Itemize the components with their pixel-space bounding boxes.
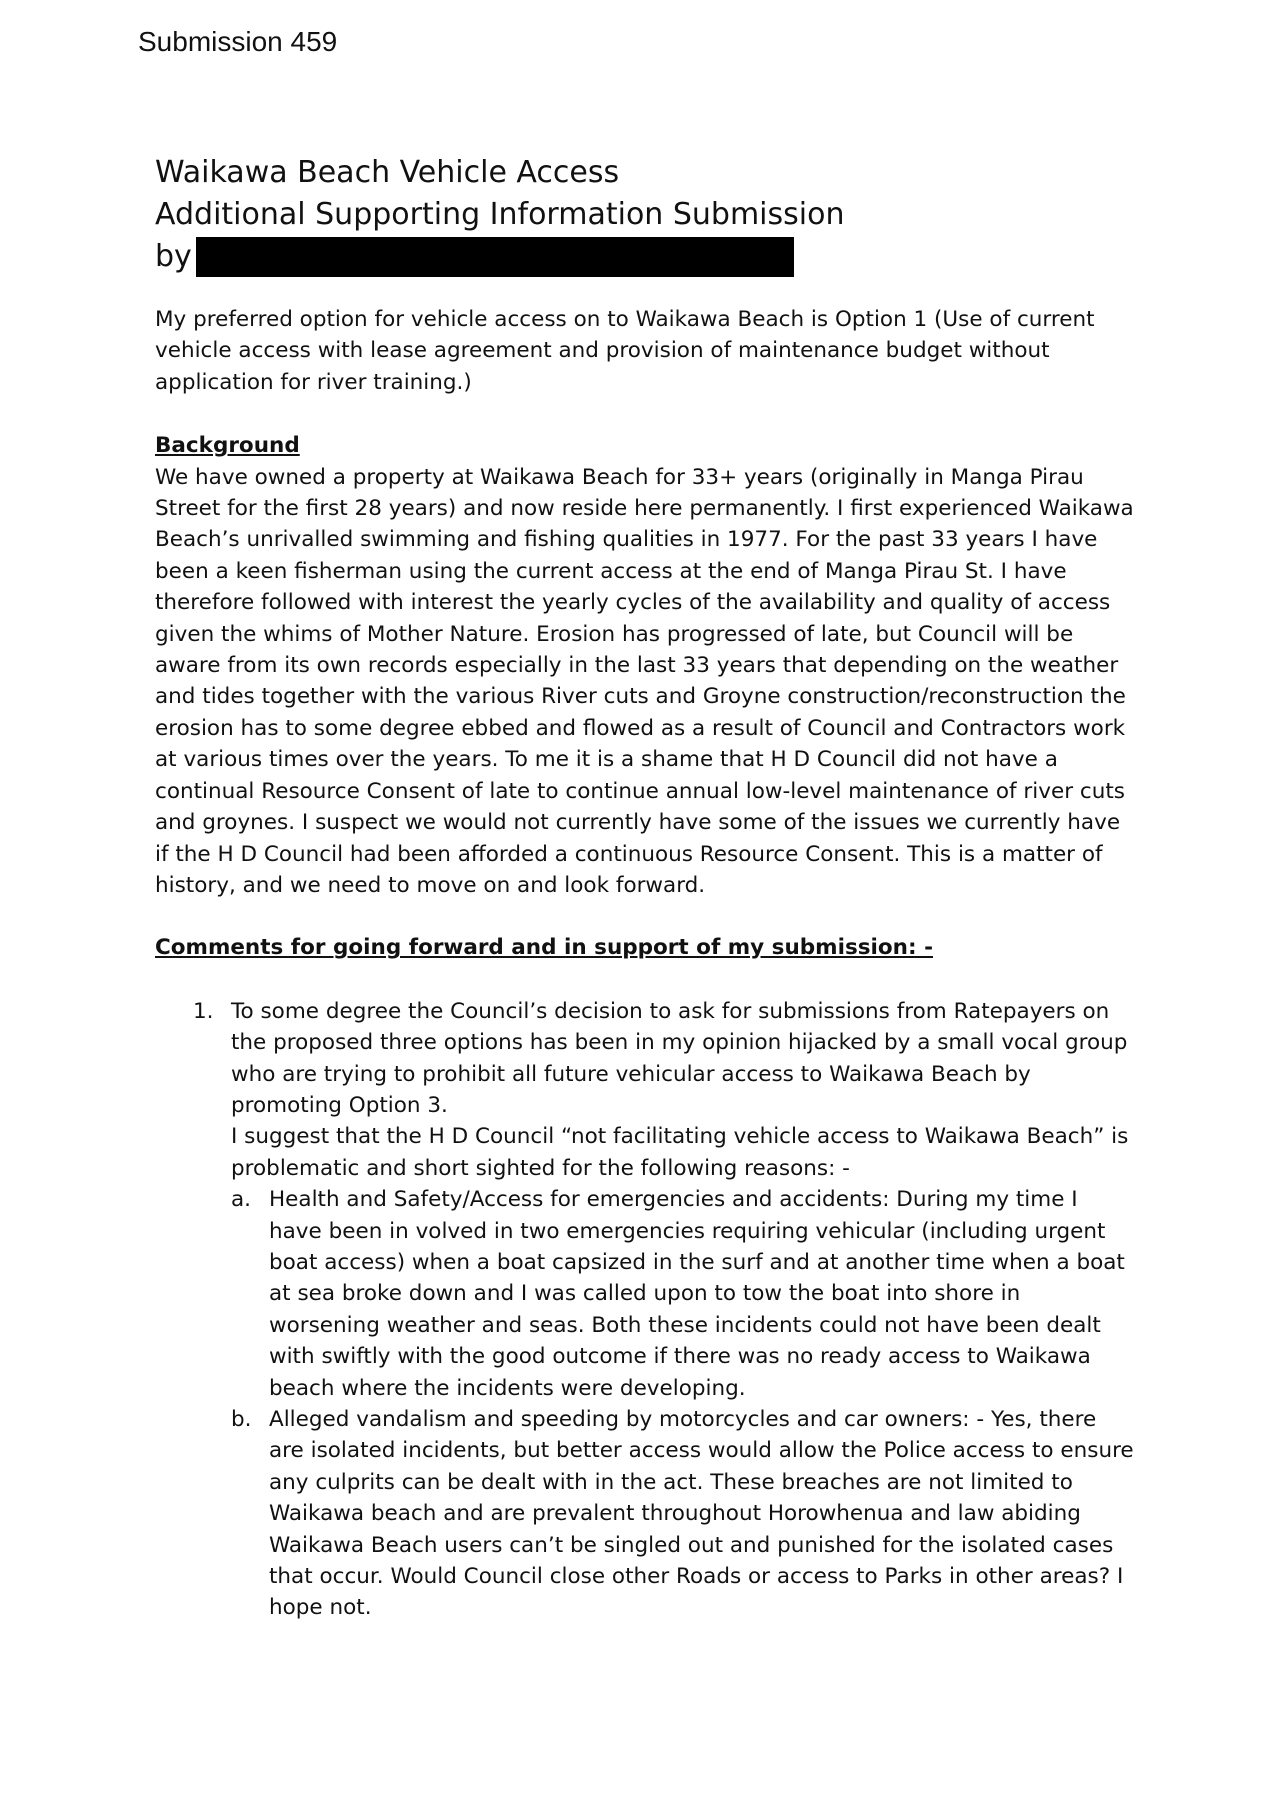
title-line-1: Waikawa Beach Vehicle Access bbox=[155, 155, 620, 190]
list-item-number: 1. bbox=[193, 998, 214, 1024]
preferred-option-paragraph: My preferred option for vehicle access on to Waikawa Beach is Option 1 (Use of current vehicle access with lease agreement and provision of maintenance budget without application for river training.) bbox=[155, 307, 1095, 395]
title-line-2: Additional Supporting Information Submission bbox=[155, 197, 845, 232]
sub-list-item bbox=[231, 1184, 1135, 1404]
document-title bbox=[155, 152, 1135, 278]
list-item-text-continued: I suggest that the H D Council “not facilitating vehicle access to Waikawa Beach” is problematic and short sighted for the following reasons: - bbox=[231, 1124, 1129, 1181]
sub-item-text: Alleged vandalism and speeding by motorcycles and car owners: - Yes, there are isolated incidents, but better access would allow the Police access to ensure any culprits can be dealt with in the act. These breaches are not limited to Waikawa beach and are prevalent throughout Horowhenua and law abiding Waikawa Beach users can’t be singled out and punished for the isolated cases that occur. Would Council close other Roads or access to Parks in other areas? I hope not. bbox=[269, 1407, 1134, 1621]
list-item-body bbox=[231, 996, 1135, 1184]
background-heading: Background bbox=[155, 433, 300, 459]
sub-list-item bbox=[231, 1404, 1135, 1624]
sub-item-text: Health and Safety/Access for emergencies and accidents: During my time I have been in volved in two emergencies requiring vehicular (including urgent boat access) when a boat capsized in the surf and at another time when a boat at sea broke down and I was called upon to tow the boat into shore in worsening weather and seas. Both these incidents could not have been dealt with swiftly with the good outcome if there was no ready access to Waikawa beach where the incidents were developing. bbox=[269, 1187, 1125, 1401]
redacted-author-block bbox=[196, 237, 794, 277]
sub-item-letter: a. bbox=[231, 1187, 252, 1213]
comments-heading: Comments for going forward and in support of my submission: - bbox=[155, 935, 933, 961]
list-item bbox=[193, 996, 1135, 1184]
background-paragraph: We have owned a property at Waikawa Beach for 33+ years (originally in Manga Pirau Street for the first 28 years) and now reside here permanently. I first experienced Waikawa Beach’s unrivalled swimming and fishing qualities in 1977. For the past 33 years I have been a keen fisherman using the current access at the end of Manga Pirau St. I have therefore followed with interest the yearly cycles of the availability and quality of access given the whims of Mother Nature. Erosion has progressed of late, but Council will be aware from its own records especially in the last 33 years that depending on the weather and tides together with the various River cuts and Groyne construction/reconstruction the erosion has to some degree ebbed and flowed as a result of Council and Contractors work at various times over the years. To me it is a shame that H D Council did not have a continual Resource Consent of late to continue annual low-level maintenance of river cuts and groynes. I suspect we would not currently have some of the issues we currently have if the H D Council had been afforded a continuous Resource Consent. This is a matter of history, and we need to move on and look forward. bbox=[155, 464, 1134, 898]
list-item-text: To some degree the Council’s decision to ask for submissions from Ratepayers on the proposed three options has been in my opinion hijacked by a small vocal group who are trying to prohibit all future vehicular access to Waikawa Beach by promoting Option 3. bbox=[231, 998, 1128, 1118]
comments-list bbox=[155, 996, 1135, 1624]
by-label: by bbox=[155, 239, 192, 274]
document-body bbox=[155, 152, 1135, 1624]
sub-item-letter: b. bbox=[231, 1407, 252, 1432]
author-line bbox=[155, 236, 1135, 278]
submission-number: Submission 459 bbox=[138, 26, 338, 57]
